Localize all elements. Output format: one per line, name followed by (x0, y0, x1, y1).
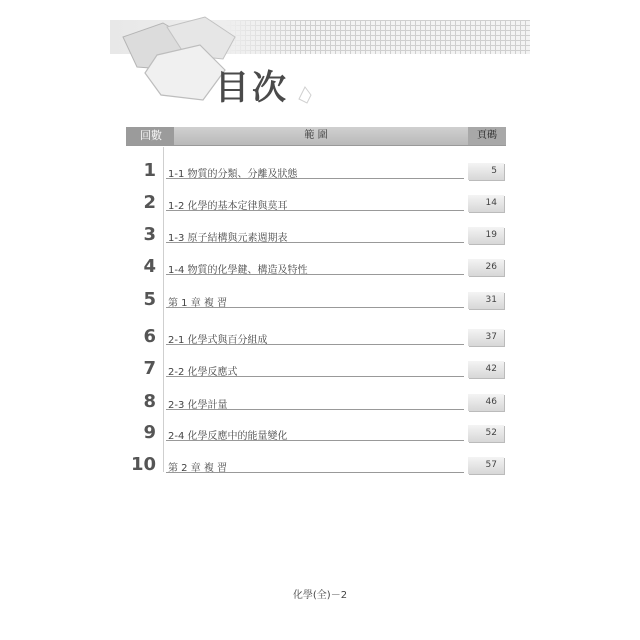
row-rule (166, 210, 464, 211)
row-number: 6 (143, 326, 156, 347)
row-number: 2 (143, 192, 156, 213)
row-rule (166, 178, 464, 179)
row-page-tab: 52 (468, 425, 504, 442)
toc-table (126, 127, 506, 475)
row-number: 9 (143, 422, 156, 443)
row-rule (166, 376, 464, 377)
row-title: 第 2 章 複 習 (168, 463, 228, 474)
header-range-label: 範 圍 (304, 130, 328, 141)
row-title: 2-1 化學式與百分組成 (168, 335, 268, 346)
toc-row-10[interactable] (126, 453, 506, 477)
row-rule (166, 344, 464, 345)
toc-row-8[interactable] (126, 390, 506, 414)
row-title: 1-4 物質的化學鍵、構造及特性 (168, 265, 308, 276)
row-rule (166, 440, 464, 441)
header-page-label: 頁碼 (468, 127, 506, 145)
row-page-tab: 31 (468, 292, 504, 309)
table-header (126, 127, 506, 146)
row-number: 8 (143, 391, 156, 412)
row-page-tab: 42 (468, 361, 504, 378)
row-page-tab: 19 (468, 227, 504, 244)
toc-row-1[interactable] (126, 159, 506, 183)
row-rule (166, 409, 464, 410)
row-page-tab: 5 (468, 163, 504, 180)
row-number: 1 (143, 160, 156, 181)
row-title: 1-1 物質的分類、分離及狀態 (168, 169, 298, 180)
header-session-label: 回數 (126, 127, 174, 145)
row-number: 10 (130, 454, 156, 475)
row-rule (166, 274, 464, 275)
row-number: 7 (143, 358, 156, 379)
row-rule (166, 307, 464, 308)
row-title: 2-2 化學反應式 (168, 367, 238, 378)
row-rule (166, 472, 464, 473)
toc-row-3[interactable] (126, 223, 506, 247)
row-rule (166, 242, 464, 243)
toc-row-5[interactable] (126, 288, 506, 312)
toc-row-2[interactable] (126, 191, 506, 215)
row-title: 1-2 化學的基本定律與莫耳 (168, 201, 288, 212)
row-page-tab: 14 (468, 195, 504, 212)
page-footer: 化學(全)－2 (292, 590, 348, 601)
row-page-tab: 26 (468, 259, 504, 276)
row-page-tab: 57 (468, 457, 504, 474)
row-title: 第 1 章 複 習 (168, 298, 228, 309)
toc-row-7[interactable] (126, 357, 506, 381)
toc-row-9[interactable] (126, 421, 506, 445)
row-page-tab: 37 (468, 329, 504, 346)
toc-row-4[interactable] (126, 255, 506, 279)
row-number: 4 (143, 256, 156, 277)
row-number: 5 (143, 289, 156, 310)
row-title: 2-4 化學反應中的能量變化 (168, 431, 288, 442)
row-title: 2-3 化學計量 (168, 400, 228, 411)
row-number: 3 (143, 224, 156, 245)
row-page-tab: 46 (468, 394, 504, 411)
toc-row-6[interactable] (126, 325, 506, 349)
page-title: 目次 (215, 68, 289, 108)
row-title: 1-3 原子結構與元素週期表 (168, 233, 288, 244)
